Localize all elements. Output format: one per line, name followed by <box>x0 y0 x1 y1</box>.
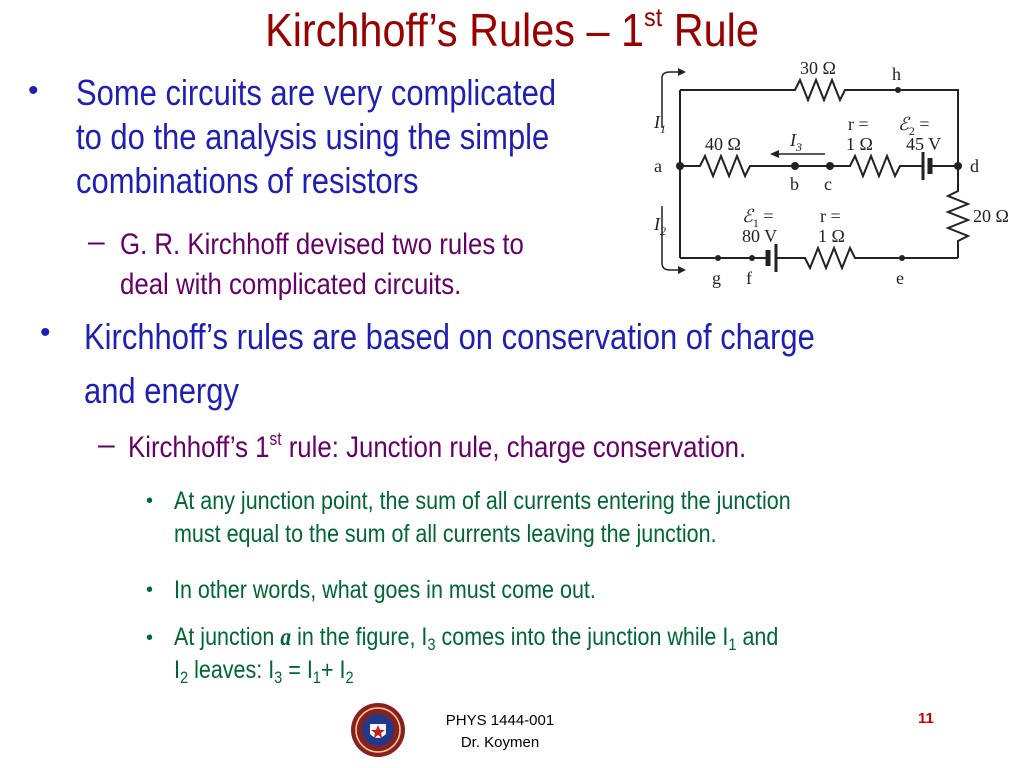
junction-dot-h <box>895 87 901 93</box>
label-node-c: c <box>824 174 832 194</box>
label-40-ohm: 40 Ω <box>705 134 741 154</box>
label-node-b: b <box>790 174 799 194</box>
bullet-marker: • <box>146 627 154 649</box>
label-node-a: a <box>654 156 662 176</box>
bullet-marker: • <box>28 74 39 107</box>
bullet-marker: • <box>146 579 154 601</box>
label-node-d: d <box>970 156 979 176</box>
page-number: 11 <box>918 710 934 727</box>
label-20-ohm: 20 Ω <box>973 206 1009 226</box>
junction-dot-c <box>826 162 834 170</box>
label-r-f: r = <box>820 206 841 226</box>
label-i3: $I_3$ <box>790 130 802 154</box>
label-r-c: r = <box>848 114 869 134</box>
label-80-v: 80 V <box>742 226 778 246</box>
label-i1: $I_1$ <box>654 112 666 136</box>
dash-marker: – <box>98 428 115 461</box>
junction-dot-f <box>749 255 755 261</box>
bullet-marker: • <box>146 490 154 512</box>
slide-title: Kirchhoff’s Rules – 1st Rule <box>265 2 759 56</box>
label-30-ohm: 30 Ω <box>800 58 836 78</box>
label-node-h: h <box>892 64 901 84</box>
label-i2: $I_2$ <box>654 214 666 238</box>
label-node-e: e <box>896 268 904 288</box>
label-emf2: ℰ$_2$ = <box>898 114 930 138</box>
point-goes-in-comes-out: In other words, what goes in must come out. <box>174 576 596 604</box>
circuit-diagram <box>640 58 1024 296</box>
label-1-ohm-f: 1 Ω <box>818 226 845 246</box>
label-1-ohm-c: 1 Ω <box>846 134 873 154</box>
footer-course-info: PHYS 1444-001 Dr. Koymen <box>445 712 555 751</box>
point-junction-a: At junction a in the figure, $I_3$ comes into the junction while $I_1$ and $I_2$ leaves: $I_3 = I_1+ I_2$ <box>174 623 779 687</box>
label-45-v: 45 V <box>906 134 942 154</box>
point-junction-sum: At any junction point, the sum of all currents entering the junction must equal to the sum of all currents leaving the junction. <box>174 487 791 548</box>
bullet-complicated-circuits: Some circuits are very complicated to do the analysis using the simple combinations of resistors <box>76 72 557 201</box>
bullet-conservation: Kirchhoff’s rules are based on conservation of charge and energy <box>84 316 815 411</box>
label-node-f: f <box>746 268 752 288</box>
dash-marker: – <box>88 225 105 258</box>
junction-dot-e <box>899 255 905 261</box>
junction-dot-a <box>676 162 684 170</box>
university-seal-logo <box>350 702 406 758</box>
bullet-marker: • <box>40 316 51 349</box>
subbullet-first-rule: Kirchhoff’s 1st rule: Junction rule, charge conservation. <box>128 429 747 464</box>
junction-dot-d <box>954 162 962 170</box>
junction-dot-g <box>715 255 721 261</box>
junction-dot-b <box>791 162 799 170</box>
subbullet-kirchhoff-rules: G. R. Kirchhoff devised two rules to deal with complicated circuits. <box>120 228 524 301</box>
label-node-g: g <box>712 268 721 288</box>
label-emf1: ℰ$_1$ = <box>742 206 774 230</box>
